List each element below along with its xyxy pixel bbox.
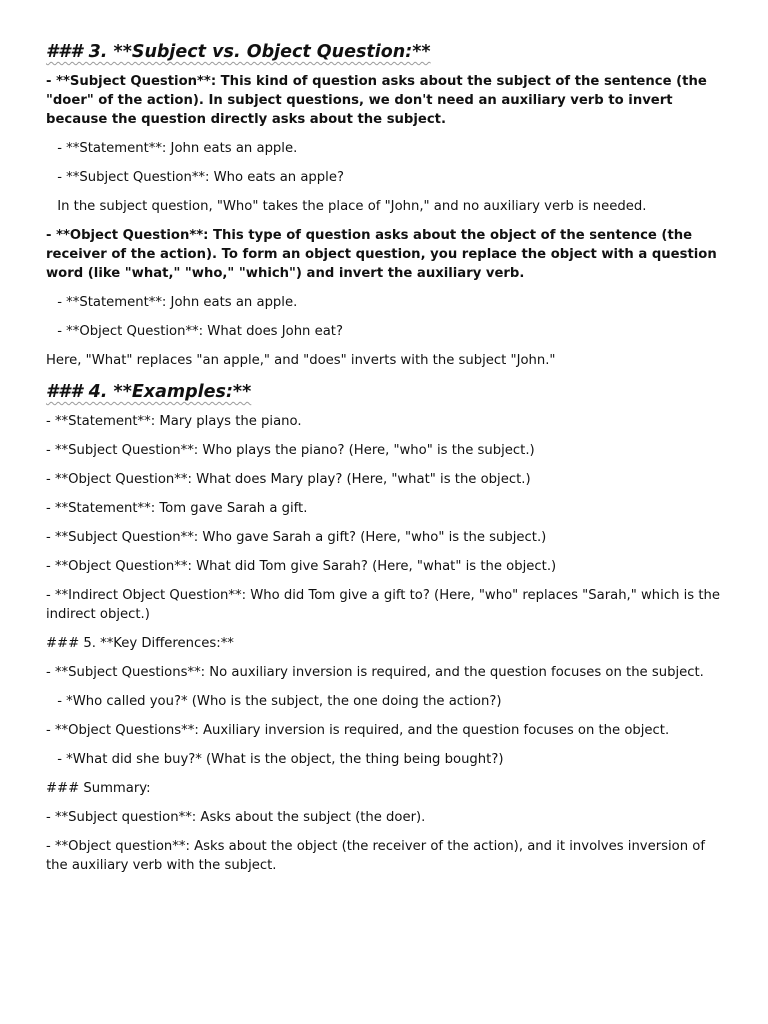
object-question-definition: - **Object Question**: This type of question asks about the object of the sentence (the receiver of the action). To form an object question, you replace the object with a question word (like "what," "who," "which") and invert the auxiliary verb.	[46, 228, 722, 281]
summary-line: - **Object question**: Asks about the object (the receiver of the action), and it involves inversion of the auxiliary verb with the subject.	[46, 839, 710, 873]
summary-heading: ### Summary:	[46, 781, 151, 796]
document-page	[46, 40, 726, 885]
summary-line: - **Subject question**: Asks about the subject (the doer).	[46, 810, 426, 825]
example-line: - **Indirect Object Question**: Who did Tom give a gift to? (Here, "who" replaces "Sarah," which is the indirect object.)	[46, 588, 725, 622]
example-line: - **Object Question**: What does Mary play? (Here, "what" is the object.)	[46, 472, 531, 487]
key-difference-line: - **Object Questions**: Auxiliary inversion is required, and the question focuses on the object.	[46, 723, 670, 738]
subject-question-example: - **Subject Question**: Who eats an apple?	[53, 170, 344, 185]
example-line: - **Object Question**: What did Tom give Sarah? (Here, "what" is the object.)	[46, 559, 557, 574]
object-statement: - **Statement**: John eats an apple.	[53, 295, 298, 310]
example-line: - **Statement**: Tom gave Sarah a gift.	[46, 501, 308, 516]
subject-question-note: In the subject question, "Who" takes the place of "John," and no auxiliary verb is needed.	[53, 199, 647, 214]
example-line: - **Subject Question**: Who gave Sarah a gift? (Here, "who" is the subject.)	[46, 530, 547, 545]
subject-statement: - **Statement**: John eats an apple.	[53, 141, 298, 156]
key-difference-example: - *What did she buy?* (What is the object, the thing being bought?)	[53, 752, 504, 767]
key-difference-line: - **Subject Questions**: No auxiliary inversion is required, and the question focuses on the subject.	[46, 665, 704, 680]
example-line: - **Statement**: Mary plays the piano.	[46, 414, 302, 429]
key-difference-example: - *Who called you?* (Who is the subject, the one doing the action?)	[53, 694, 502, 709]
section-heading-3: ### 3. **Subject vs. Object Question:**	[46, 42, 431, 62]
section-heading-4: ### 4. **Examples:**	[46, 382, 252, 402]
section-heading-5: ### 5. **Key Differences:**	[46, 636, 234, 651]
object-question-example: - **Object Question**: What does John eat?	[53, 324, 343, 339]
object-question-note: Here, "What" replaces "an apple," and "does" inverts with the subject "John."	[46, 353, 556, 368]
subject-question-definition: - **Subject Question**: This kind of question asks about the subject of the sentence (the "doer" of the action). In subject questions, we don't need an auxiliary verb to invert because the question directly asks about the subject.	[46, 74, 712, 127]
example-line: - **Subject Question**: Who plays the piano? (Here, "who" is the subject.)	[46, 443, 535, 458]
